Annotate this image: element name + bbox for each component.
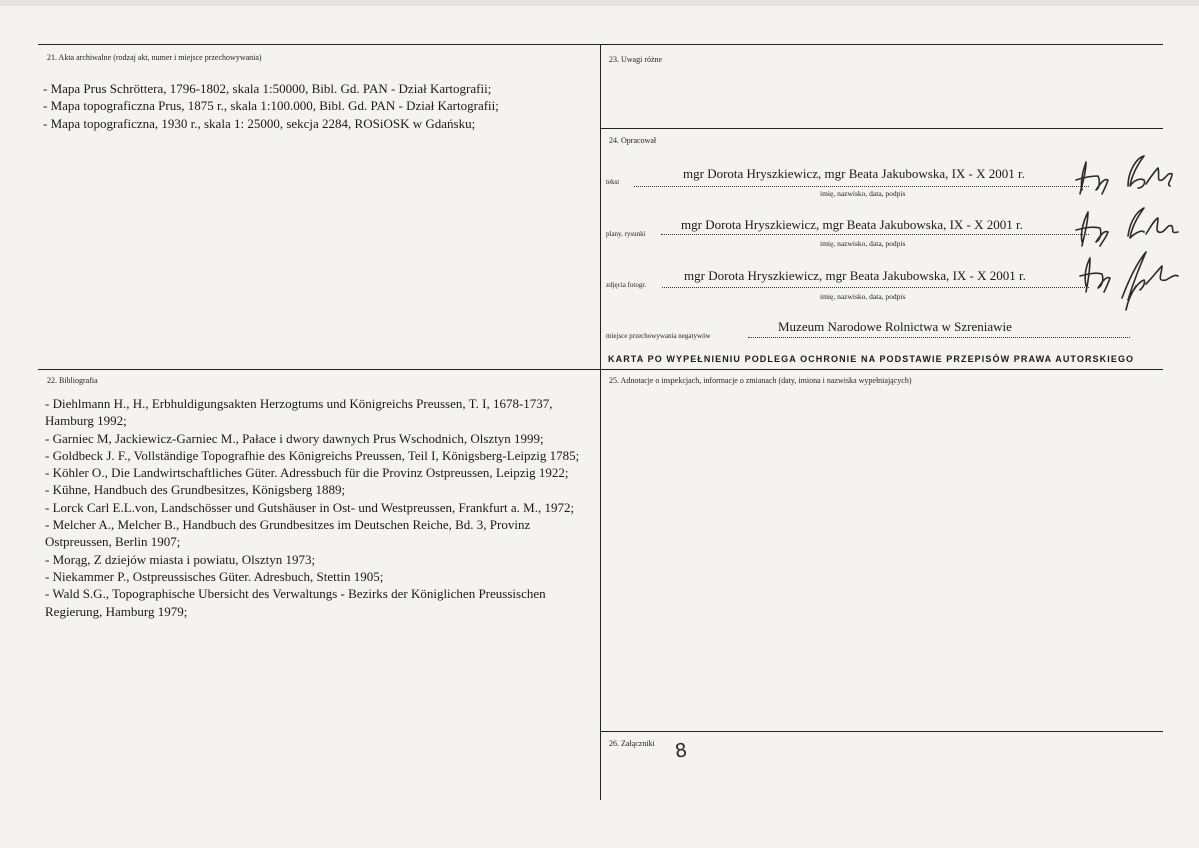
caption: imię, nazwisko, data, podpis — [820, 292, 906, 301]
signature-graphic — [1070, 150, 1182, 315]
paper-edge — [0, 0, 1199, 6]
sec23-label: 23. Uwagi różne — [609, 55, 663, 64]
attachments-count: 8 — [673, 739, 689, 763]
caption: imię, nazwisko, data, podpis — [820, 189, 906, 198]
negatives-value: Muzeum Narodowe Rolnictwa w Szreniawie — [778, 319, 1012, 334]
sec25-label: 25. Adnotacje o inspekcjach, informacje o zmianach (daty, imiona i nazwiska wypełniających) — [609, 376, 912, 385]
field-label-zdjecia: zdjęcia fotogr. — [606, 281, 647, 289]
field-label-tekst: tekst — [606, 178, 620, 186]
middle-rule-left — [38, 369, 600, 370]
list-item: - Goldbeck J. F., Vollständige Topografhie des Königreichs Preussen, Teil I, Königsberg-Leipzig 1785; — [45, 447, 580, 463]
sec21-list — [43, 80, 595, 132]
author-value: mgr Dorota Hryszkiewicz, mgr Beata Jakubowska, IX - X 2001 r. — [684, 268, 1026, 283]
dotted-line — [662, 287, 1089, 288]
list-item: - Diehlmann H., H., Erbhuldigungsakten Herzogtums und Königreichs Preussen, T. I, 1678-1737, Hamburg 1992; — [45, 396, 553, 429]
dotted-line — [661, 234, 1089, 235]
author-value: mgr Dorota Hryszkiewicz, mgr Beata Jakubowska, IX - X 2001 r. — [683, 166, 1025, 181]
rule-23-24 — [600, 128, 1163, 129]
author-value: mgr Dorota Hryszkiewicz, mgr Beata Jakubowska, IX - X 2001 r. — [681, 217, 1023, 232]
sec22-list — [45, 395, 597, 620]
list-item: - Morąg, Z dziejów miasta i powiatu, Olsztyn 1973; — [45, 551, 316, 567]
column-divider — [600, 44, 601, 800]
rule-25-26 — [600, 731, 1163, 732]
list-item: - Wald S.G., Topographische Ubersicht des Verwaltungs - Bezirks der Königlichen Preussischen Regierung, Hamburg 1979; — [45, 586, 546, 619]
list-item: - Niekammer P., Ostpreussisches Güter. Adresbuch, Stettin 1905; — [45, 568, 384, 584]
list-item: - Melcher A., Melcher B., Handbuch des Grundbesitzes im Deutschen Reiche, Bd. 3, Provinz Ostpreussen, Berlin 1907; — [45, 517, 531, 550]
field-label-plany: plany, rysunki — [606, 230, 646, 238]
middle-rule-right — [600, 369, 1163, 370]
list-item: - Mapa topograficzna Prus, 1875 r., skala 1:100.000, Bibl. Gd. PAN - Dział Kartografii; — [43, 98, 499, 114]
dotted-line — [634, 186, 1089, 187]
dotted-line — [748, 337, 1130, 338]
list-item: - Lorck Carl E.L.von, Landschösser und Gutshäuser in Ost- und Westpreussen, Frankfurt a. M., 1972; — [45, 499, 575, 515]
sec21-label: 21. Akta archiwalne (rodzaj akt, numer i miejsce przechowywania) — [47, 53, 262, 62]
list-item: - Garniec M, Jackiewicz-Garniec M., Pałace i dwory dawnych Prus Wschodnich, Olsztyn 1999; — [45, 430, 544, 446]
caption: imię, nazwisko, data, podpis — [820, 239, 906, 248]
sec22-label: 22. Bibliografia — [47, 376, 98, 385]
list-item: - Kühne, Handbuch des Grundbesitzes, Königsberg 1889; — [45, 482, 346, 498]
list-item: - Mapa Prus Schröttera, 1796-1802, skala 1:50000, Bibl. Gd. PAN - Dział Kartografii; — [43, 81, 492, 96]
list-item: - Köhler O., Die Landwirtschaftliches Güter. Adressbuch für die Provinz Ostpreussen, Leipzig 1922; — [45, 465, 569, 481]
list-item: - Mapa topograficzna, 1930 r., skala 1: 25000, sekcja 2284, ROSiOSK w Gdańsku; — [43, 115, 476, 131]
copyright-note: KARTA PO WYPEŁNIENIU PODLEGA OCHRONIE NA PODSTAWIE PRZEPISÓW PRAWA AUTORSKIEGO — [608, 354, 1135, 364]
sec26-label: 26. Załączniki — [609, 739, 655, 748]
negatives-label: miejsce przechowywania negatywów — [606, 332, 711, 340]
sec24-label: 24. Opracował — [609, 136, 657, 145]
